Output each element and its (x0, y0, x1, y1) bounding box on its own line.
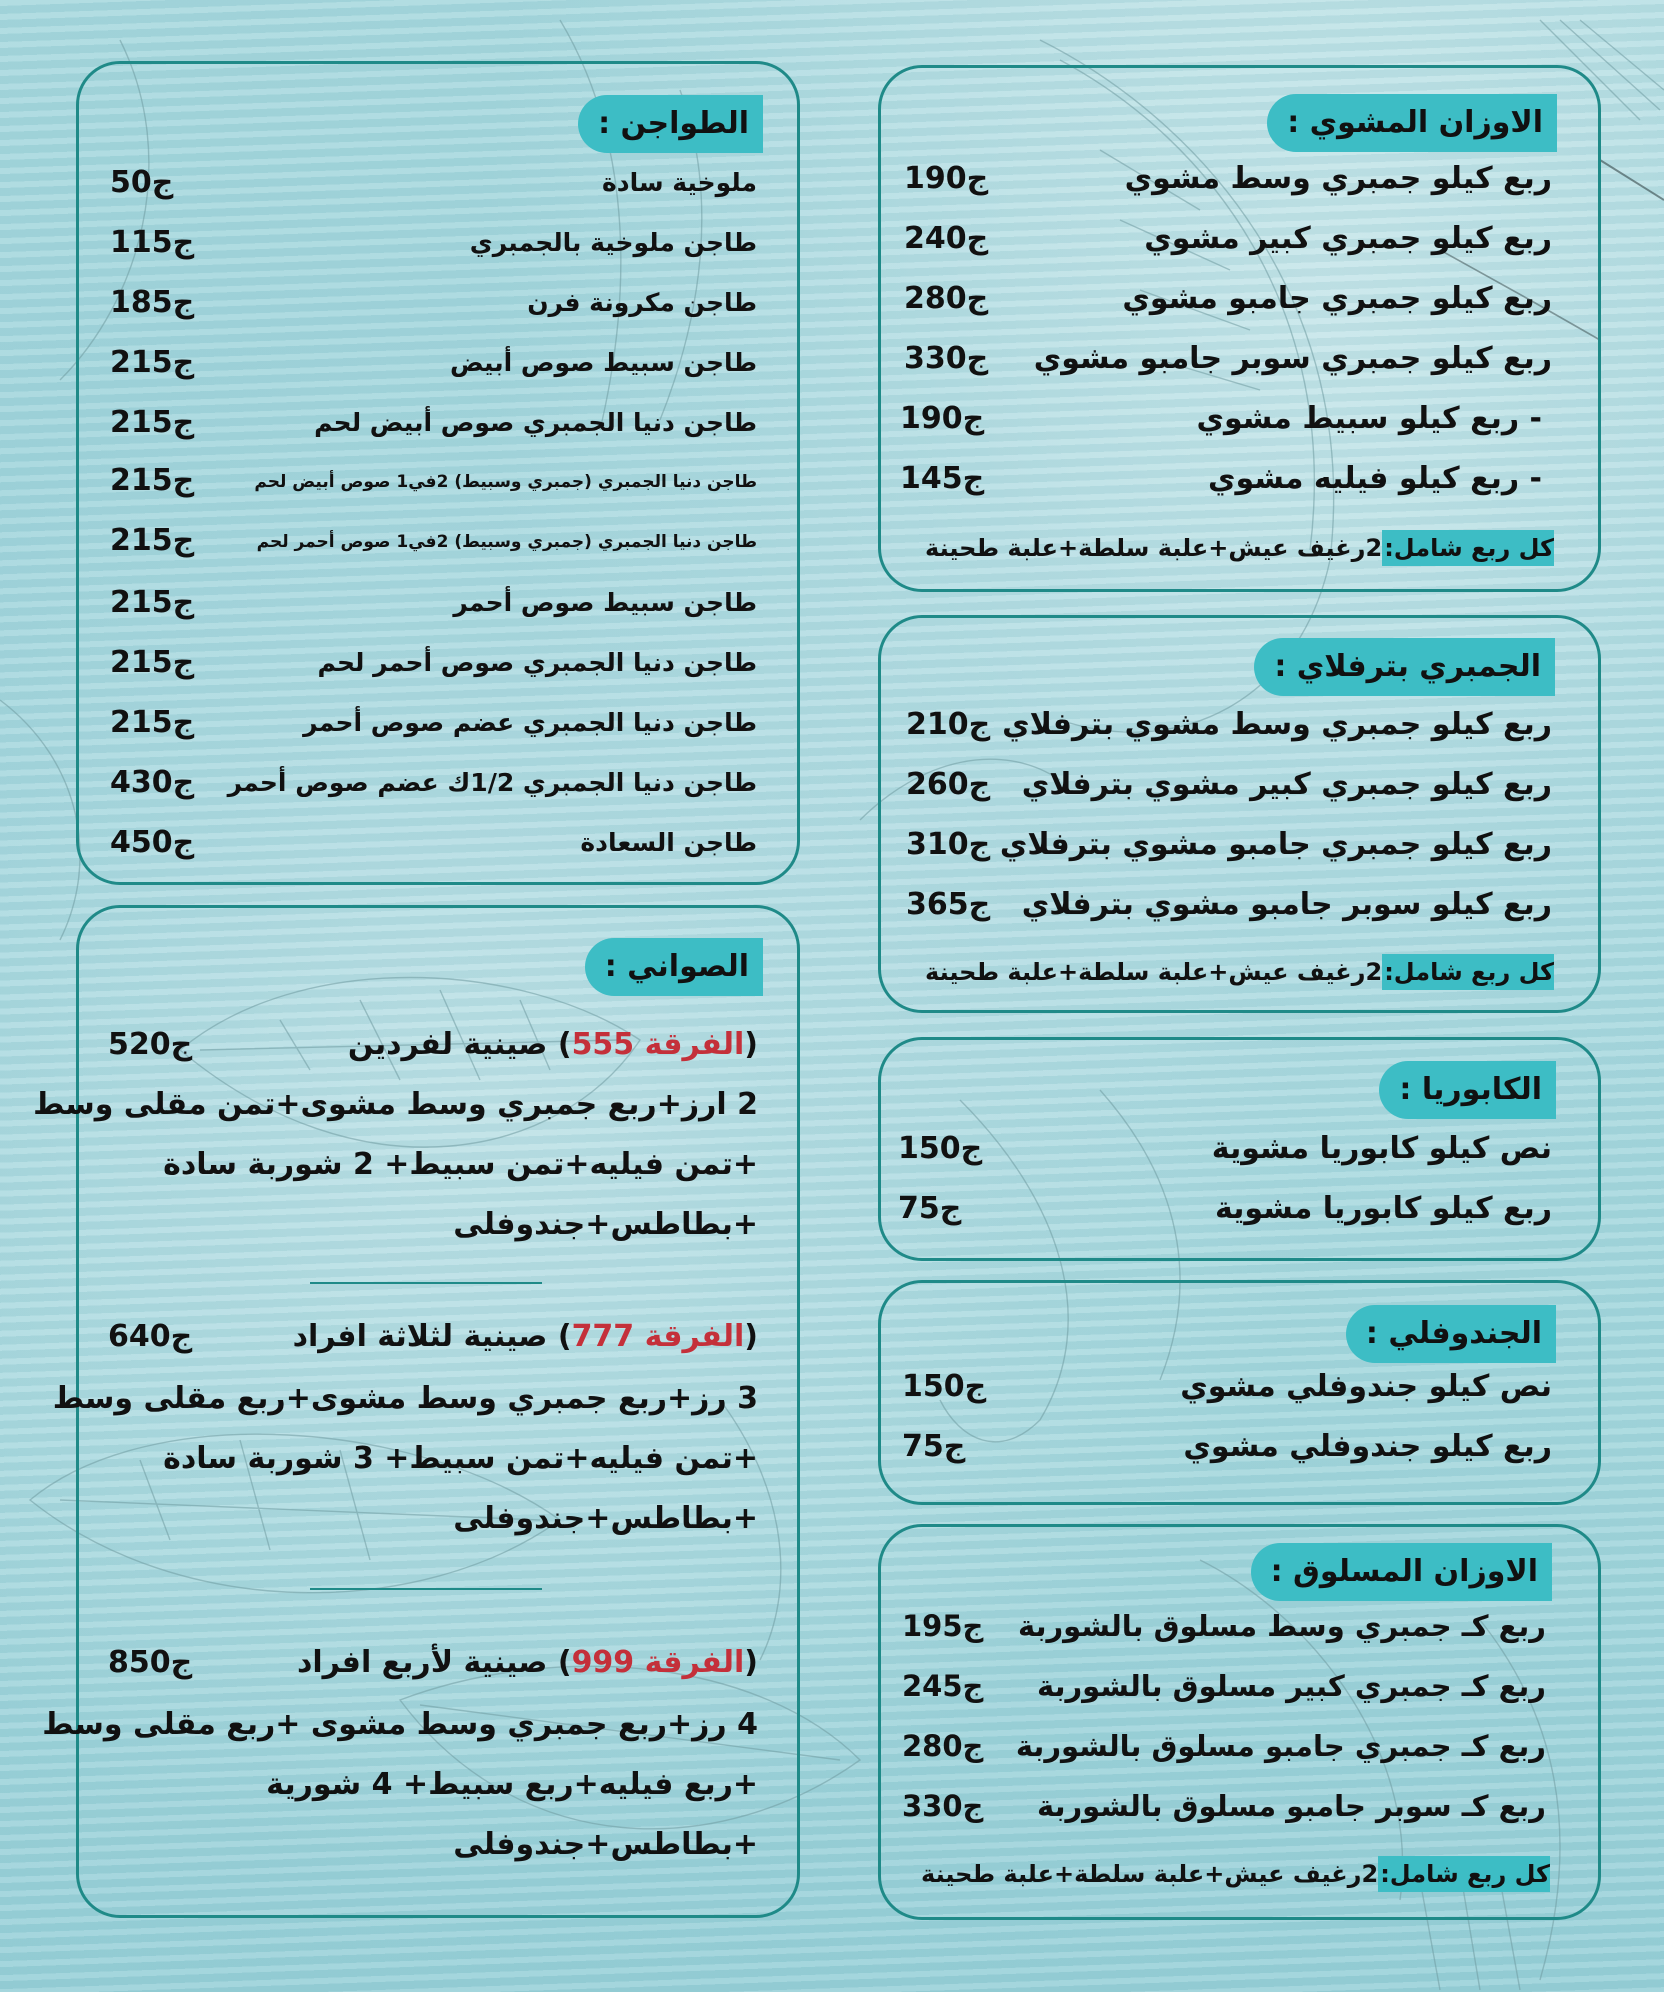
item-price: 245ج (902, 1669, 984, 1703)
note-text: 2رغيف عيش+علبة سلطة+علبة طحينة (921, 1860, 1379, 1888)
team-label: الفرقة 999 (571, 1645, 745, 1680)
item-name: ربع كيلو جمبري سوبر جامبو مشوي (1033, 341, 1552, 376)
item-name: ربع كيلو جمبري جامبو مشوي (1122, 281, 1552, 316)
item-name: طاجن دنيا الجمبري 1/2ك عضم صوص أحمر (227, 768, 757, 797)
menu-item (906, 827, 1552, 866)
trays-header: الصواني : (585, 938, 763, 996)
included-note (925, 960, 1554, 984)
note-text: 2رغيف عيش+علبة سلطة+علبة طحينة (925, 958, 1383, 986)
menu-item (110, 705, 757, 744)
menu-item (906, 767, 1552, 806)
included-note (921, 1862, 1550, 1886)
item-name: نص كيلو كابوريا مشوية (1211, 1131, 1552, 1166)
tray-contents-line: 4 رز+ربع جمبري وسط مشوى +ربع مقلى وسط (42, 1707, 758, 1742)
included-note (925, 536, 1554, 560)
tray-price: 640ج (108, 1319, 193, 1354)
item-name: طاجن ملوخية بالجمبري (469, 228, 757, 257)
item-price: 215ج (110, 463, 195, 498)
grilled-weights-panel (878, 65, 1601, 592)
item-name: طاجن دنيا الجمبري صوص أحمر لحم (317, 648, 757, 677)
item-price: 365ج (906, 887, 991, 922)
item-name: ربع كيلو جمبري كبير مشوي (1144, 221, 1552, 256)
menu-item (902, 1369, 1552, 1408)
item-price: 280ج (902, 1729, 984, 1763)
note-highlight: كل ربع شامل: (1382, 530, 1554, 566)
menu-item (904, 341, 1552, 380)
menu-item (110, 285, 757, 324)
item-price: 150ج (898, 1131, 983, 1166)
item-price: 115ج (110, 225, 195, 260)
item-name: ربع كـ جمبري كبير مسلوق بالشوربة (1037, 1669, 1546, 1703)
menu-item (110, 165, 757, 204)
item-name: ربع كيلو جمبري جامبو مشوي بترفلاي (999, 827, 1552, 862)
menu-item (898, 1191, 1552, 1230)
menu-item (110, 405, 757, 444)
menu-item (902, 1609, 1546, 1648)
kaboria-header: الكابوريا : (1379, 1061, 1556, 1119)
menu-item (110, 765, 757, 804)
item-name: طاجن دنيا الجمبري صوص أبيض لحم (314, 408, 757, 437)
item-name: طاجن مكرونة فرن (527, 288, 757, 317)
tray-contents-line: +تمن فيليه+تمن سبيط+ 3 شوربة سادة (163, 1441, 758, 1476)
menu-item (110, 345, 757, 384)
team-label: الفرقة 555 (571, 1027, 745, 1062)
tray-title: (الفرقة 777) صينية لثلاثة افراد (292, 1319, 758, 1354)
item-price: 210ج (906, 707, 991, 742)
item-price: 215ج (110, 345, 195, 380)
item-price: 190ج (904, 161, 989, 196)
tray-contents-line: +بطاطس+جندوفلى (453, 1827, 758, 1862)
item-name: ربع كيلو جمبري وسط مشوي (1124, 161, 1552, 196)
menu-item (902, 1429, 1552, 1468)
item-name: طاجن دنيا الجمبري عضم صوص أحمر (303, 708, 757, 737)
item-name: ملوخية سادة (601, 168, 757, 197)
item-price: 240ج (904, 221, 989, 256)
item-name: ربع كيلو جمبري كبير مشوي بترفلاي (1021, 767, 1552, 802)
menu-item (110, 645, 757, 684)
item-price: 215ج (110, 645, 195, 680)
menu-item (902, 1729, 1546, 1768)
grilled-weights-header: الاوزان المشوي : (1267, 94, 1557, 152)
item-name: ربع كـ جمبري جامبو مسلوق بالشوربة (1015, 1729, 1546, 1763)
item-name: ربع كيلو كابوريا مشوية (1214, 1191, 1552, 1226)
divider (310, 1282, 542, 1284)
menu-item (898, 1131, 1552, 1170)
team-label: الفرقة 777 (571, 1319, 745, 1354)
tray-price: 520ج (108, 1027, 193, 1062)
butterfly-shrimp-header: الجمبري بترفلاي : (1254, 638, 1555, 696)
item-name: طاجن دنيا الجمبري (جمبري وسبيط) 2في1 صوص أحمر لحم (256, 532, 757, 552)
item-name: - ربع كيلو سبيط مشوي (1196, 401, 1542, 436)
menu-item (906, 707, 1552, 746)
item-price: 215ج (110, 405, 195, 440)
item-price: 75ج (898, 1191, 962, 1226)
item-name: طاجن السعادة (580, 828, 757, 857)
item-price: 145ج (900, 461, 985, 496)
item-price: 330ج (902, 1789, 984, 1823)
item-name: طاجن سبيط صوص أحمر (453, 588, 757, 617)
tray-contents-line: +بطاطس+جندوفلى (453, 1207, 758, 1242)
item-price: 195ج (902, 1609, 984, 1643)
item-price: 215ج (110, 705, 195, 740)
menu-item (110, 463, 757, 508)
note-highlight: كل ربع شامل: (1378, 1856, 1550, 1892)
menu-item (900, 461, 1542, 500)
tray-title: (الفرقة 999) صينية لأربع افراد (296, 1645, 758, 1680)
item-price: 150ج (902, 1369, 987, 1404)
menu-item (902, 1669, 1546, 1708)
item-name: طاجن دنيا الجمبري (جمبري وسبيط) 2في1 صوص أبيض لحم (254, 472, 757, 492)
item-price: 280ج (904, 281, 989, 316)
tagines-header: الطواجن : (578, 95, 763, 153)
item-price: 310ج (906, 827, 991, 862)
tray-title: (الفرقة 555) صينية لفردين (347, 1027, 758, 1062)
menu-item (110, 825, 757, 864)
item-price: 215ج (110, 523, 195, 558)
item-price: 330ج (904, 341, 989, 376)
boiled-weights-header: الاوزان المسلوق : (1251, 1543, 1552, 1601)
note-highlight: كل ربع شامل: (1382, 954, 1554, 990)
divider (310, 1588, 542, 1590)
menu-item (110, 523, 757, 568)
item-price: 430ج (110, 765, 195, 800)
item-name: ربع كـ جمبري وسط مسلوق بالشوربة (1018, 1609, 1546, 1643)
tray-price: 850ج (108, 1645, 193, 1680)
item-name: طاجن سبيط صوص أبيض (449, 348, 757, 377)
menu-item (904, 281, 1552, 320)
item-price: 215ج (110, 585, 195, 620)
item-price: 50ج (110, 165, 174, 200)
menu-item (902, 1789, 1546, 1828)
item-name: ربع كيلو جمبري وسط مشوي بترفلاي (1002, 707, 1552, 742)
tray-contents-line: 3 رز+ربع جمبري وسط مشوى+ربع مقلى وسط (52, 1381, 758, 1416)
menu-item (906, 887, 1552, 926)
item-name: ربع كـ سوبر جامبو مسلوق بالشوربة (1037, 1789, 1546, 1823)
item-price: 450ج (110, 825, 195, 860)
item-price: 260ج (906, 767, 991, 802)
tray-contents-line: +ربع فيليه+ربع سبيط+ 4 شورية (266, 1767, 758, 1802)
menu-item (900, 401, 1542, 440)
menu-item (110, 585, 757, 624)
item-price: 185ج (110, 285, 195, 320)
gandofli-header: الجندوفلي : (1346, 1305, 1556, 1363)
menu-item (904, 221, 1552, 260)
item-name: ربع كيلو جندوفلي مشوي (1183, 1429, 1552, 1464)
tray-contents-line: +تمن فيليه+تمن سبيط+ 2 شوربة سادة (163, 1147, 758, 1182)
item-name: - ربع كيلو فيليه مشوي (1208, 461, 1542, 496)
item-name: نص كيلو جندوفلي مشوي (1180, 1369, 1552, 1404)
item-name: ربع كيلو سوبر جامبو مشوي بترفلاي (1021, 887, 1552, 922)
note-text: 2رغيف عيش+علبة سلطة+علبة طحينة (925, 534, 1383, 562)
menu-item (904, 161, 1552, 200)
item-price: 190ج (900, 401, 985, 436)
item-price: 75ج (902, 1429, 966, 1464)
menu-item (110, 225, 757, 264)
tray-contents-line: 2 ارز+ربع جمبري وسط مشوى+تمن مقلى وسط (33, 1087, 758, 1122)
tray-contents-line: +بطاطس+جندوفلى (453, 1501, 758, 1536)
